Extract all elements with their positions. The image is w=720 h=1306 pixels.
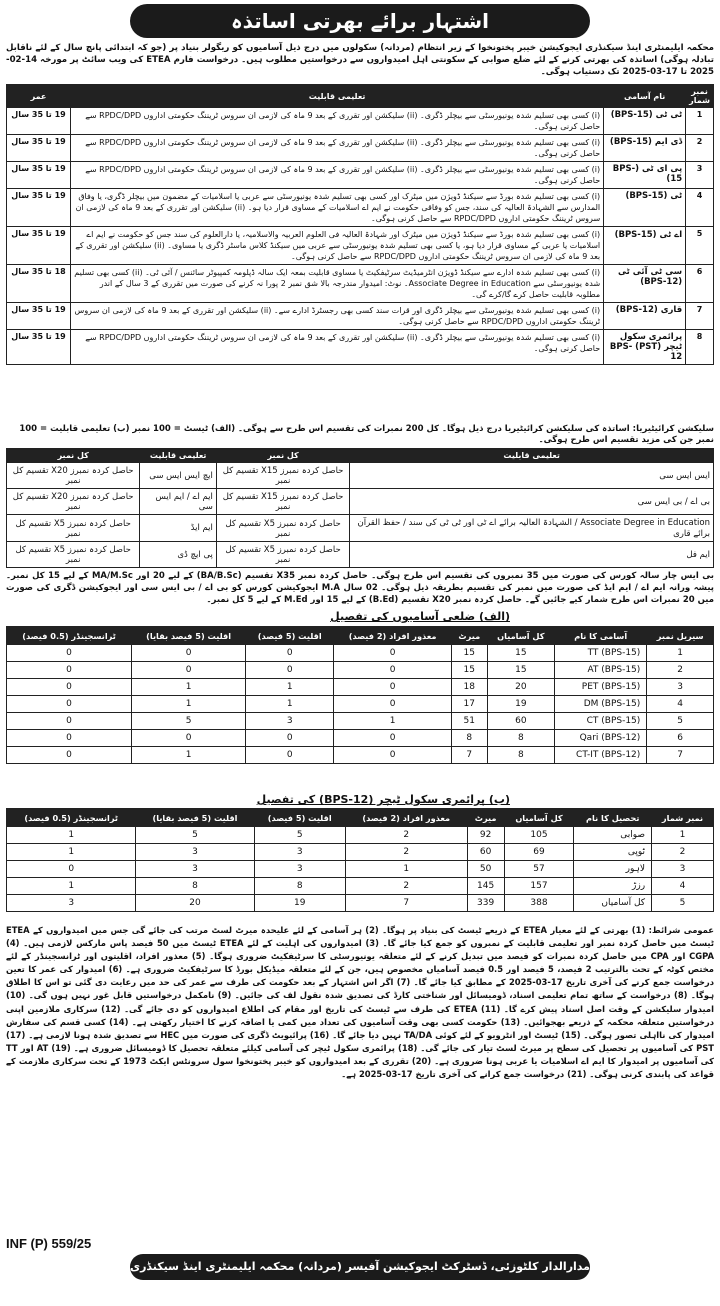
serial-cell: 4 — [686, 189, 714, 227]
table-cell: 15 — [451, 662, 487, 679]
table-cell: 3 — [7, 895, 136, 912]
primary-section-title: (ب) پرائمری سکول ٹیچر (BPS-12) کی تفصیل — [256, 793, 510, 806]
column-header: اقلیت (5 فیصد) — [246, 627, 334, 645]
table-cell: 0 — [334, 662, 452, 679]
qualification-cell: ایس ایس سی — [350, 463, 714, 489]
col-marks-b: کل نمبر — [7, 449, 140, 463]
table-cell: 0 — [7, 679, 132, 696]
table-cell: 5 — [647, 713, 714, 730]
table-cell: CT (BPS-15) — [555, 713, 647, 730]
col-qualification-a: تعلیمی قابلیت — [350, 449, 714, 463]
marks-formula-cell: حاصل کردہ نمبرز X20 تقسیم کل نمبر — [7, 463, 140, 489]
post-name-cell: پی ای ٹی (BPS-15) — [604, 162, 686, 189]
reference-number: INF (P) 559/25 — [6, 1236, 92, 1251]
post-name-cell: ٹی (BPS-15) — [604, 189, 686, 227]
posts-table — [6, 84, 714, 365]
marks-formula-cell: حاصل کردہ نمبرز X20 تقسیم کل نمبر — [7, 489, 140, 515]
table-cell: 1 — [246, 679, 334, 696]
qualification-cell: (i) کسی بھی تسلیم شدہ یونیورسٹی سے بیچلر ڈگری۔ (ii) سلیکشن اور تقرری کے بعد 9 ماہ کی لازمی ان سروس ٹریننگ حکومتی اداروں RPDC/DPD سے حاصل کرنی ہوگی۔ — [71, 108, 604, 135]
serial-cell: 5 — [686, 227, 714, 265]
intro-paragraph: محکمہ ایلیمنٹری اینڈ سیکنڈری ایجوکیشن خیبر پختونخوا کے زیر انتظام (مردانہ) سکولوں میں درج ذیل آسامیوں کو ریگولر بنیاد پر (جو کہ ابتدائی پانچ سال کے لئے ناقابل تبادلہ ہوگی) اساتذہ کی بھرتی کرنے کے لئے ضلع صوابی کے سکونتی اہل امیدواروں سے درخواستیں مطلوب ہیں۔ درخواست فارم ETEA کی ویب سائٹ پر مورخہ 14-02-2025 تا 17-03-2025 تک دستیاب ہوگی۔ — [6, 43, 714, 77]
table-row — [7, 878, 714, 895]
table-cell: 15 — [487, 662, 554, 679]
table-row — [7, 542, 714, 568]
table-cell: 8 — [136, 878, 254, 895]
primary-table-header — [7, 809, 714, 827]
table-cell: TT (BPS-15) — [555, 645, 647, 662]
table-cell: 5 — [132, 713, 246, 730]
table-cell: 3 — [647, 679, 714, 696]
serial-cell: 3 — [686, 162, 714, 189]
marks-note: بی ایس چار سالہ کورس کی صورت میں 35 نمبروں کی تقسیم اس طرح ہوگی۔ حاصل کردہ نمبر X35 تقسیم (BA/B.Sc) کے لیے 20 اور MA/M.Sc کے لیے 15 کل نمبر۔ پیشہ ورانہ ایم اے / ایم ایڈ کی صورت میں نمبر کی تقسیم بطریقہ ذیل ہوگی۔ 02 سال M.A ایجوکیشن کورس کو بی اے / بی ایس سی اور ایجوکیشن ڈگری کی صورت میں 20 نمبرات اس طرح شمار کیے جائیں گے۔ حاصل کردہ نمبر X20 تقسیم (B.Ed) کے لیے 15 اور M.Ed کے لیے 5 کل نمبر۔ — [6, 571, 714, 605]
table-cell: 69 — [504, 844, 574, 861]
qualification-cell: Associate Degree in Education / الشہادۃ العالیہ برائے اے ٹی اور ٹی ٹی کی سند / حفظ القرآن برائے قاری — [350, 515, 714, 542]
qualification-cell: ایم فل — [350, 542, 714, 568]
table-cell: 0 — [7, 747, 132, 764]
table-cell: Qari (BPS-12) — [555, 730, 647, 747]
table-cell: رزڑ — [574, 878, 652, 895]
table-cell: 0 — [246, 730, 334, 747]
post-name-cell: سی ٹی آئی ٹی (BPS-12) — [604, 265, 686, 303]
table-cell: 1 — [7, 827, 136, 844]
marks-formula-cell: حاصل کردہ نمبرز X5 تقسیم کل نمبر — [216, 515, 349, 542]
age-cell: 19 تا 35 سال — [7, 108, 71, 135]
table-cell: 20 — [487, 679, 554, 696]
table-cell: 20 — [136, 895, 254, 912]
table-cell: 7 — [345, 895, 467, 912]
table-cell: ٹوپی — [574, 844, 652, 861]
table-cell: 0 — [246, 662, 334, 679]
marks-table-header — [7, 449, 714, 463]
qualification-cell: بی اے / بی ایس سی — [350, 489, 714, 515]
table-cell: 388 — [504, 895, 574, 912]
table-cell: 8 — [487, 747, 554, 764]
district-table-header — [7, 627, 714, 645]
issuer-footer-banner: مدارالدار کلٹوزئی، ڈسٹرکٹ ایجوکیشن آفیسر (مردانہ) محکمہ ایلیمنٹری اینڈ سیکنڈری ایجوکیشن ضلع صوابی — [130, 1254, 590, 1280]
age-cell: 19 تا 35 سال — [7, 162, 71, 189]
table-cell: 51 — [451, 713, 487, 730]
qualification-cell: پی ایچ ڈی — [140, 542, 217, 568]
table-row — [7, 844, 714, 861]
selection-criteria: سلیکشن کرائیٹیریا: اساتذہ کی سلیکشن کرائیٹیریا درج ذیل ہوگا۔ کل 200 نمبرات کی تقسیم اس طرح سے ہوگی۔ (الف) ٹیسٹ = 100 نمبر (ب) تعلیمی قابلیت = 100 نمبر جن کی مزید تقسیم اس طرح ہوگی۔ — [19, 424, 714, 445]
table-cell: 2 — [345, 878, 467, 895]
table-cell: 0 — [132, 662, 246, 679]
table-cell: 1 — [345, 861, 467, 878]
table-cell: 1 — [246, 696, 334, 713]
table-row — [7, 713, 714, 730]
marks-formula-cell: حاصل کردہ نمبرز X5 تقسیم کل نمبر — [216, 542, 349, 568]
column-header: ٹرانسجینڈر (0.5 فیصد) — [7, 627, 132, 645]
table-cell: 1 — [132, 747, 246, 764]
table-cell: 5 — [136, 827, 254, 844]
column-header: ٹرانسجینڈر (0.5 فیصد) — [7, 809, 136, 827]
table-row — [7, 679, 714, 696]
table-row — [7, 662, 714, 679]
marks-formula-cell: حاصل کردہ نمبرز X5 تقسیم کل نمبر — [7, 542, 140, 568]
table-cell: CT-IT (BPS-12) — [555, 747, 647, 764]
qualification-cell: (i) کسی بھی تسلیم شدہ بورڈ سے سیکنڈ ڈویژن میں میٹرک اور کسی بھی تسلیم شدہ یونیورسٹی سے عربی یا اسلامیات کے مضمون میں بیچلر ڈگری، یا وفاق المدارس سے الشہادۃ العالیہ کی سند، جس کو وفاقی حکومت نے ایم اے اسلامیات کے مساوی قرار دیا ہو۔ (ii) سلیکشن اور تقرری کے بعد 9 ماہ کی لازمی ان سروس ٹریننگ حکومتی اداروں RPDC/DPD سے حاصل کرنی ہوگی۔ — [71, 189, 604, 227]
table-row — [7, 827, 714, 844]
table-cell: 50 — [467, 861, 504, 878]
table-cell: 0 — [334, 645, 452, 662]
table-cell: PET (BPS-15) — [555, 679, 647, 696]
table-cell: 0 — [7, 662, 132, 679]
general-conditions: عمومی شرائط: (1) بھرتی کے لئے معیار ETEA کے ذریعے ٹیسٹ کی بنیاد پر ہوگا۔ (2) ہر آسامی کے لئے علیحدہ میرٹ لسٹ مرتب کی جائے گی جس میں امیدواروں کے ETEA ٹیسٹ میں حاصل کردہ نمبر اور تعلیمی قابلیت کے نمبروں کو جمع کیا جائے گا۔ (3) امیدواروں کی اہلیت کے لئے ETEA ٹیسٹ میں 50 فیصد پاس مارکس لازمی ہیں۔ (4) CGPA اور CPA میں حاصل کردہ نمبرات کو فیصد میں تبدیل کرنے کے لئے متعلقہ یونیورسٹی کا سرٹیفکیٹ ضروری ہوگا۔ (5) معذور افراد، اقلیتوں اور ٹرانسجینڈر کے لئے مختص کوٹہ کے تحت بالترتیب 2 فیصد، 5 فیصد اور 0.5 فیصد آسامیاں مخصوص ہیں، جن کے لئے متعلقہ میڈیکل بورڈ کا سرٹیفکیٹ ضروری ہے۔ (6) امیدوار کی عمر کا تعین درخواست جمع کرنے کی آخری تاریخ 17-03-2025 کے مطابق کیا جائے گا۔ (7) اگر اس اشتہار کے بعد حکومت کی طرف سے عمر کی حد میں رعایت دی گئی تو اس کا اطلاق ہوگا۔ (8) درخواست کے ساتھ تمام تعلیمی اسناد، ڈومیسائل اور شناختی کارڈ کی تصدیق شدہ نقول لف کی جائیں۔ (9) نامکمل درخواستیں قابل غور نہیں ہوں گی۔ (10) امیدوار سلیکشن کے وقت اصل اسناد پیش کرے گا۔ (11) ETEA کی طرف سے ٹیسٹ کی تاریخ اور مقام کی اطلاع امیدواروں کو دی جائے گی۔ (12) سرکاری ملازمین اپنی درخواستیں متعلقہ محکمہ کے ذریعے بھجوائیں۔ (13) حکومت کسی بھی وقت آسامیوں کی تعداد میں کمی یا اضافہ کرنے کا اختیار رکھتی ہے۔ (14) کسی قسم کی سفارش امیدوار کی نااہلی تصور ہوگی۔ (15) ٹیسٹ اور انٹرویو کے لئے کوئی TA/DA نہیں دیا جائے گا۔ (16) پرائیویٹ ڈگری کی صورت میں HEC سے تصدیق شدہ ہونا لازمی ہے۔ (17) PST کی آسامیوں پر تحصیل کی سطح پر میرٹ لسٹ تیار کی جائے گی۔ (18) پرائمری سکول ٹیچر کی آسامی کیلئے متعلقہ تحصیل کا ڈومیسائل ضروری ہے۔ (19) AT اور TT کی آسامیوں پر امیدوار کا ایم اے اسلامیات یا عربی ہونا ضروری ہے۔ (20) تقرری کے بعد امیدواروں کو خیبر پختونخوا سول سرونٹس ایکٹ 1973 کے تحت سرکاری ملازمت کے قواعد کی پابندی کرنی ہوگی۔ (21) درخواست جمع کرانے کی آخری تاریخ 17-03-2025 ہے۔ — [6, 925, 715, 1080]
table-row — [7, 265, 714, 303]
table-row — [7, 189, 714, 227]
post-name-cell: قاری (BPS-12) — [604, 303, 686, 330]
table-cell: 1 — [132, 679, 246, 696]
table-cell: 0 — [334, 696, 452, 713]
table-cell: 3 — [652, 861, 714, 878]
table-row — [7, 489, 714, 515]
age-cell: 19 تا 35 سال — [7, 227, 71, 265]
age-cell: 19 تا 35 سال — [7, 135, 71, 162]
table-row — [7, 696, 714, 713]
post-name-cell: اے ٹی (BPS-15) — [604, 227, 686, 265]
marks-formula-cell: حاصل کردہ نمبرز X15 تقسیم کل نمبر — [216, 463, 349, 489]
table-cell: 3 — [136, 861, 254, 878]
table-cell: 105 — [504, 827, 574, 844]
col-post-name: نام آسامی — [604, 85, 686, 108]
table-cell: 339 — [467, 895, 504, 912]
column-header: اقلیت (5 فیصد) — [254, 809, 345, 827]
table-cell: 3 — [254, 861, 345, 878]
table-cell: 3 — [136, 844, 254, 861]
table-row — [7, 861, 714, 878]
table-cell: 4 — [647, 696, 714, 713]
table-cell: 3 — [246, 713, 334, 730]
table-cell: لاہور — [574, 861, 652, 878]
marks-formula-cell: حاصل کردہ نمبرز X15 تقسیم کل نمبر — [216, 489, 349, 515]
table-cell: 3 — [254, 844, 345, 861]
table-cell: 1 — [334, 713, 452, 730]
table-cell: 1 — [652, 827, 714, 844]
table-cell: 0 — [132, 730, 246, 747]
column-header: معذور افراد (2 فیصد) — [334, 627, 452, 645]
table-cell: 8 — [451, 730, 487, 747]
table-row — [7, 330, 714, 365]
table-cell: 145 — [467, 878, 504, 895]
table-cell: AT (BPS-15) — [555, 662, 647, 679]
table-cell: 19 — [254, 895, 345, 912]
table-cell: 0 — [7, 645, 132, 662]
table-cell: 2 — [652, 844, 714, 861]
post-name-cell: ڈی ایم (BPS-15) — [604, 135, 686, 162]
column-header: تحصیل کا نام — [574, 809, 652, 827]
table-cell: 0 — [7, 730, 132, 747]
serial-cell: 1 — [686, 108, 714, 135]
column-header: معذور افراد (2 فیصد) — [345, 809, 467, 827]
serial-cell: 8 — [686, 330, 714, 365]
post-name-cell: پرائمری سکول ٹیچر (PST) BPS-12 — [604, 330, 686, 365]
table-cell: 92 — [467, 827, 504, 844]
column-header: سیریل نمبر — [647, 627, 714, 645]
table-cell: 157 — [504, 878, 574, 895]
table-row — [7, 108, 714, 135]
table-cell: 60 — [467, 844, 504, 861]
table-cell: صوابی — [574, 827, 652, 844]
serial-cell: 2 — [686, 135, 714, 162]
ad-title-banner: اشتہار برائے بھرتی اساتذہ — [130, 4, 590, 38]
table-cell: 4 — [652, 878, 714, 895]
table-cell: 0 — [334, 747, 452, 764]
table-cell: 0 — [7, 861, 136, 878]
column-header: اقلیت (5 فیصد بقایا) — [132, 627, 246, 645]
table-cell: 18 — [451, 679, 487, 696]
qualification-cell: ایم ایڈ — [140, 515, 217, 542]
table-row — [7, 730, 714, 747]
column-header: کل آسامیاں — [487, 627, 554, 645]
table-cell: 0 — [7, 696, 132, 713]
table-cell: 5 — [254, 827, 345, 844]
column-header: میرٹ — [451, 627, 487, 645]
qualification-cell: (i) کسی بھی تسلیم شدہ یونیورسٹی سے بیچلر ڈگری۔ (ii) سلیکشن اور تقرری کے بعد 9 ماہ کی لازمی ان سروس ٹریننگ حکومتی اداروں RPDC/DPD سے حاصل کرنی ہوگی۔ — [71, 330, 604, 365]
district-section-title: (الف) ضلعی آسامیوں کی تفصیل — [330, 610, 510, 623]
table-cell: 19 — [487, 696, 554, 713]
table-row — [7, 227, 714, 265]
table-cell: کل آسامیاں — [574, 895, 652, 912]
table-cell: 1 — [7, 878, 136, 895]
table-cell: 0 — [246, 747, 334, 764]
table-cell: 7 — [647, 747, 714, 764]
table-row — [7, 895, 714, 912]
table-cell: 0 — [334, 730, 452, 747]
post-name-cell: ٹی ٹی (BPS-15) — [604, 108, 686, 135]
col-age: عمر — [7, 85, 71, 108]
table-row — [7, 747, 714, 764]
table-row — [7, 162, 714, 189]
table-cell: 0 — [132, 645, 246, 662]
col-qualification-b: تعلیمی قابلیت — [140, 449, 217, 463]
table-cell: 8 — [487, 730, 554, 747]
table-cell: 15 — [487, 645, 554, 662]
table-row — [7, 135, 714, 162]
table-cell: 17 — [451, 696, 487, 713]
table-cell: 15 — [451, 645, 487, 662]
table-cell: 1 — [132, 696, 246, 713]
table-cell: 7 — [451, 747, 487, 764]
qualification-cell: (i) کسی بھی تسلیم شدہ یونیورسٹی سے بیچلر ڈگری۔ (ii) سلیکشن اور تقرری کے بعد 9 ماہ کی لازمی ان سروس ٹریننگ حکومتی اداروں RPDC/DPD سے حاصل کرنی ہوگی۔ — [71, 162, 604, 189]
table-cell: 57 — [504, 861, 574, 878]
table-cell: 5 — [652, 895, 714, 912]
age-cell: 19 تا 35 سال — [7, 330, 71, 365]
table-row — [7, 303, 714, 330]
age-cell: 18 تا 35 سال — [7, 265, 71, 303]
col-serial: نمبر شمار — [686, 85, 714, 108]
qualification-cell: (i) کسی بھی تسلیم شدہ یونیورسٹی سے بیچلر ڈگری۔ (ii) سلیکشن اور تقرری کے بعد 9 ماہ کی لازمی ان سروس ٹریننگ حکومتی اداروں RPDC/DPD سے حاصل کرنی ہوگی۔ — [71, 135, 604, 162]
col-marks-a: کل نمبر — [216, 449, 349, 463]
column-header: نمبر شمار — [652, 809, 714, 827]
qualification-cell: (i) کسی بھی تسلیم شدہ یونیورسٹی سے بیچلر ڈگری اور قرات سند کسی بھی رجسٹرڈ ادارے سے۔ (ii) سلیکشن اور تقرری کے بعد 9 ماہ کی لازمی ان سروس ٹریننگ حکومتی اداروں RPDC/DPD سے حاصل کرنی ہوگی۔ — [71, 303, 604, 330]
table-row — [7, 463, 714, 489]
table-cell: 6 — [647, 730, 714, 747]
marks-table — [6, 448, 714, 568]
serial-cell: 6 — [686, 265, 714, 303]
col-qualification: تعلیمی قابلیت — [71, 85, 604, 108]
posts-table-header — [7, 85, 714, 108]
column-header: آسامی کا نام — [555, 627, 647, 645]
column-header: میرٹ — [467, 809, 504, 827]
table-cell: 2 — [345, 827, 467, 844]
district-posts-table — [6, 626, 714, 764]
table-cell: 2 — [345, 844, 467, 861]
age-cell: 19 تا 35 سال — [7, 303, 71, 330]
table-cell: 2 — [647, 662, 714, 679]
column-header: اقلیت (5 فیصد بقایا) — [136, 809, 254, 827]
qualification-cell: ایم اے / ایم ایس سی — [140, 489, 217, 515]
age-cell: 19 تا 35 سال — [7, 189, 71, 227]
serial-cell: 7 — [686, 303, 714, 330]
table-cell: 0 — [246, 645, 334, 662]
column-header: کل آسامیاں — [504, 809, 574, 827]
table-cell: 1 — [7, 844, 136, 861]
table-cell: DM (BPS-15) — [555, 696, 647, 713]
table-row — [7, 515, 714, 542]
qualification-cell: (i) کسی بھی تسلیم شدہ بورڈ سے سیکنڈ ڈویژن میں میٹرک اور شہادۃ العالیہ فی العلوم العربیہ والاسلامیہ، یا دارالعلوم کی سند جس کو حکومت نے ایم اے اسلامیات یا عربی کے مساوی قرار دیا ہو، یا کسی بھی تسلیم شدہ یونیورسٹی سے عربی میں سیکنڈ کلاس ماسٹر ڈگری یا مساوی۔ (ii) سلیکشن اور تقرری کے بعد 9 ماہ کی لازمی ان سروس ٹریننگ حکومتی اداروں RPDC/DPD سے حاصل کرنی ہوگی۔ — [71, 227, 604, 265]
qualification-cell: (i) کسی بھی تسلیم شدہ ادارے سے سیکنڈ ڈویژن انٹرمیڈیٹ سرٹیفکیٹ یا مساوی قابلیت بمعہ ایک سالہ ڈپلومہ کمپیوٹر سائنس / آئی ٹی۔ (ii) کسی بھی تسلیم شدہ یونیورسٹی سے Associate Degree in Education۔ نوٹ: امیدوار مندرجہ بالا شق نمبر 2 پورا نہ کرنے کی صورت میں تقرری کے 3 سال کے اندر مطلوبہ قابلیت حاصل کرے گا/کرے گی۔ — [71, 265, 604, 303]
table-cell: 1 — [647, 645, 714, 662]
table-cell: 0 — [334, 679, 452, 696]
table-cell: 8 — [254, 878, 345, 895]
marks-formula-cell: حاصل کردہ نمبرز X5 تقسیم کل نمبر — [7, 515, 140, 542]
table-row — [7, 645, 714, 662]
primary-posts-table — [6, 808, 714, 912]
table-cell: 60 — [487, 713, 554, 730]
qualification-cell: ایچ ایس ایس سی — [140, 463, 217, 489]
table-cell: 0 — [7, 713, 132, 730]
